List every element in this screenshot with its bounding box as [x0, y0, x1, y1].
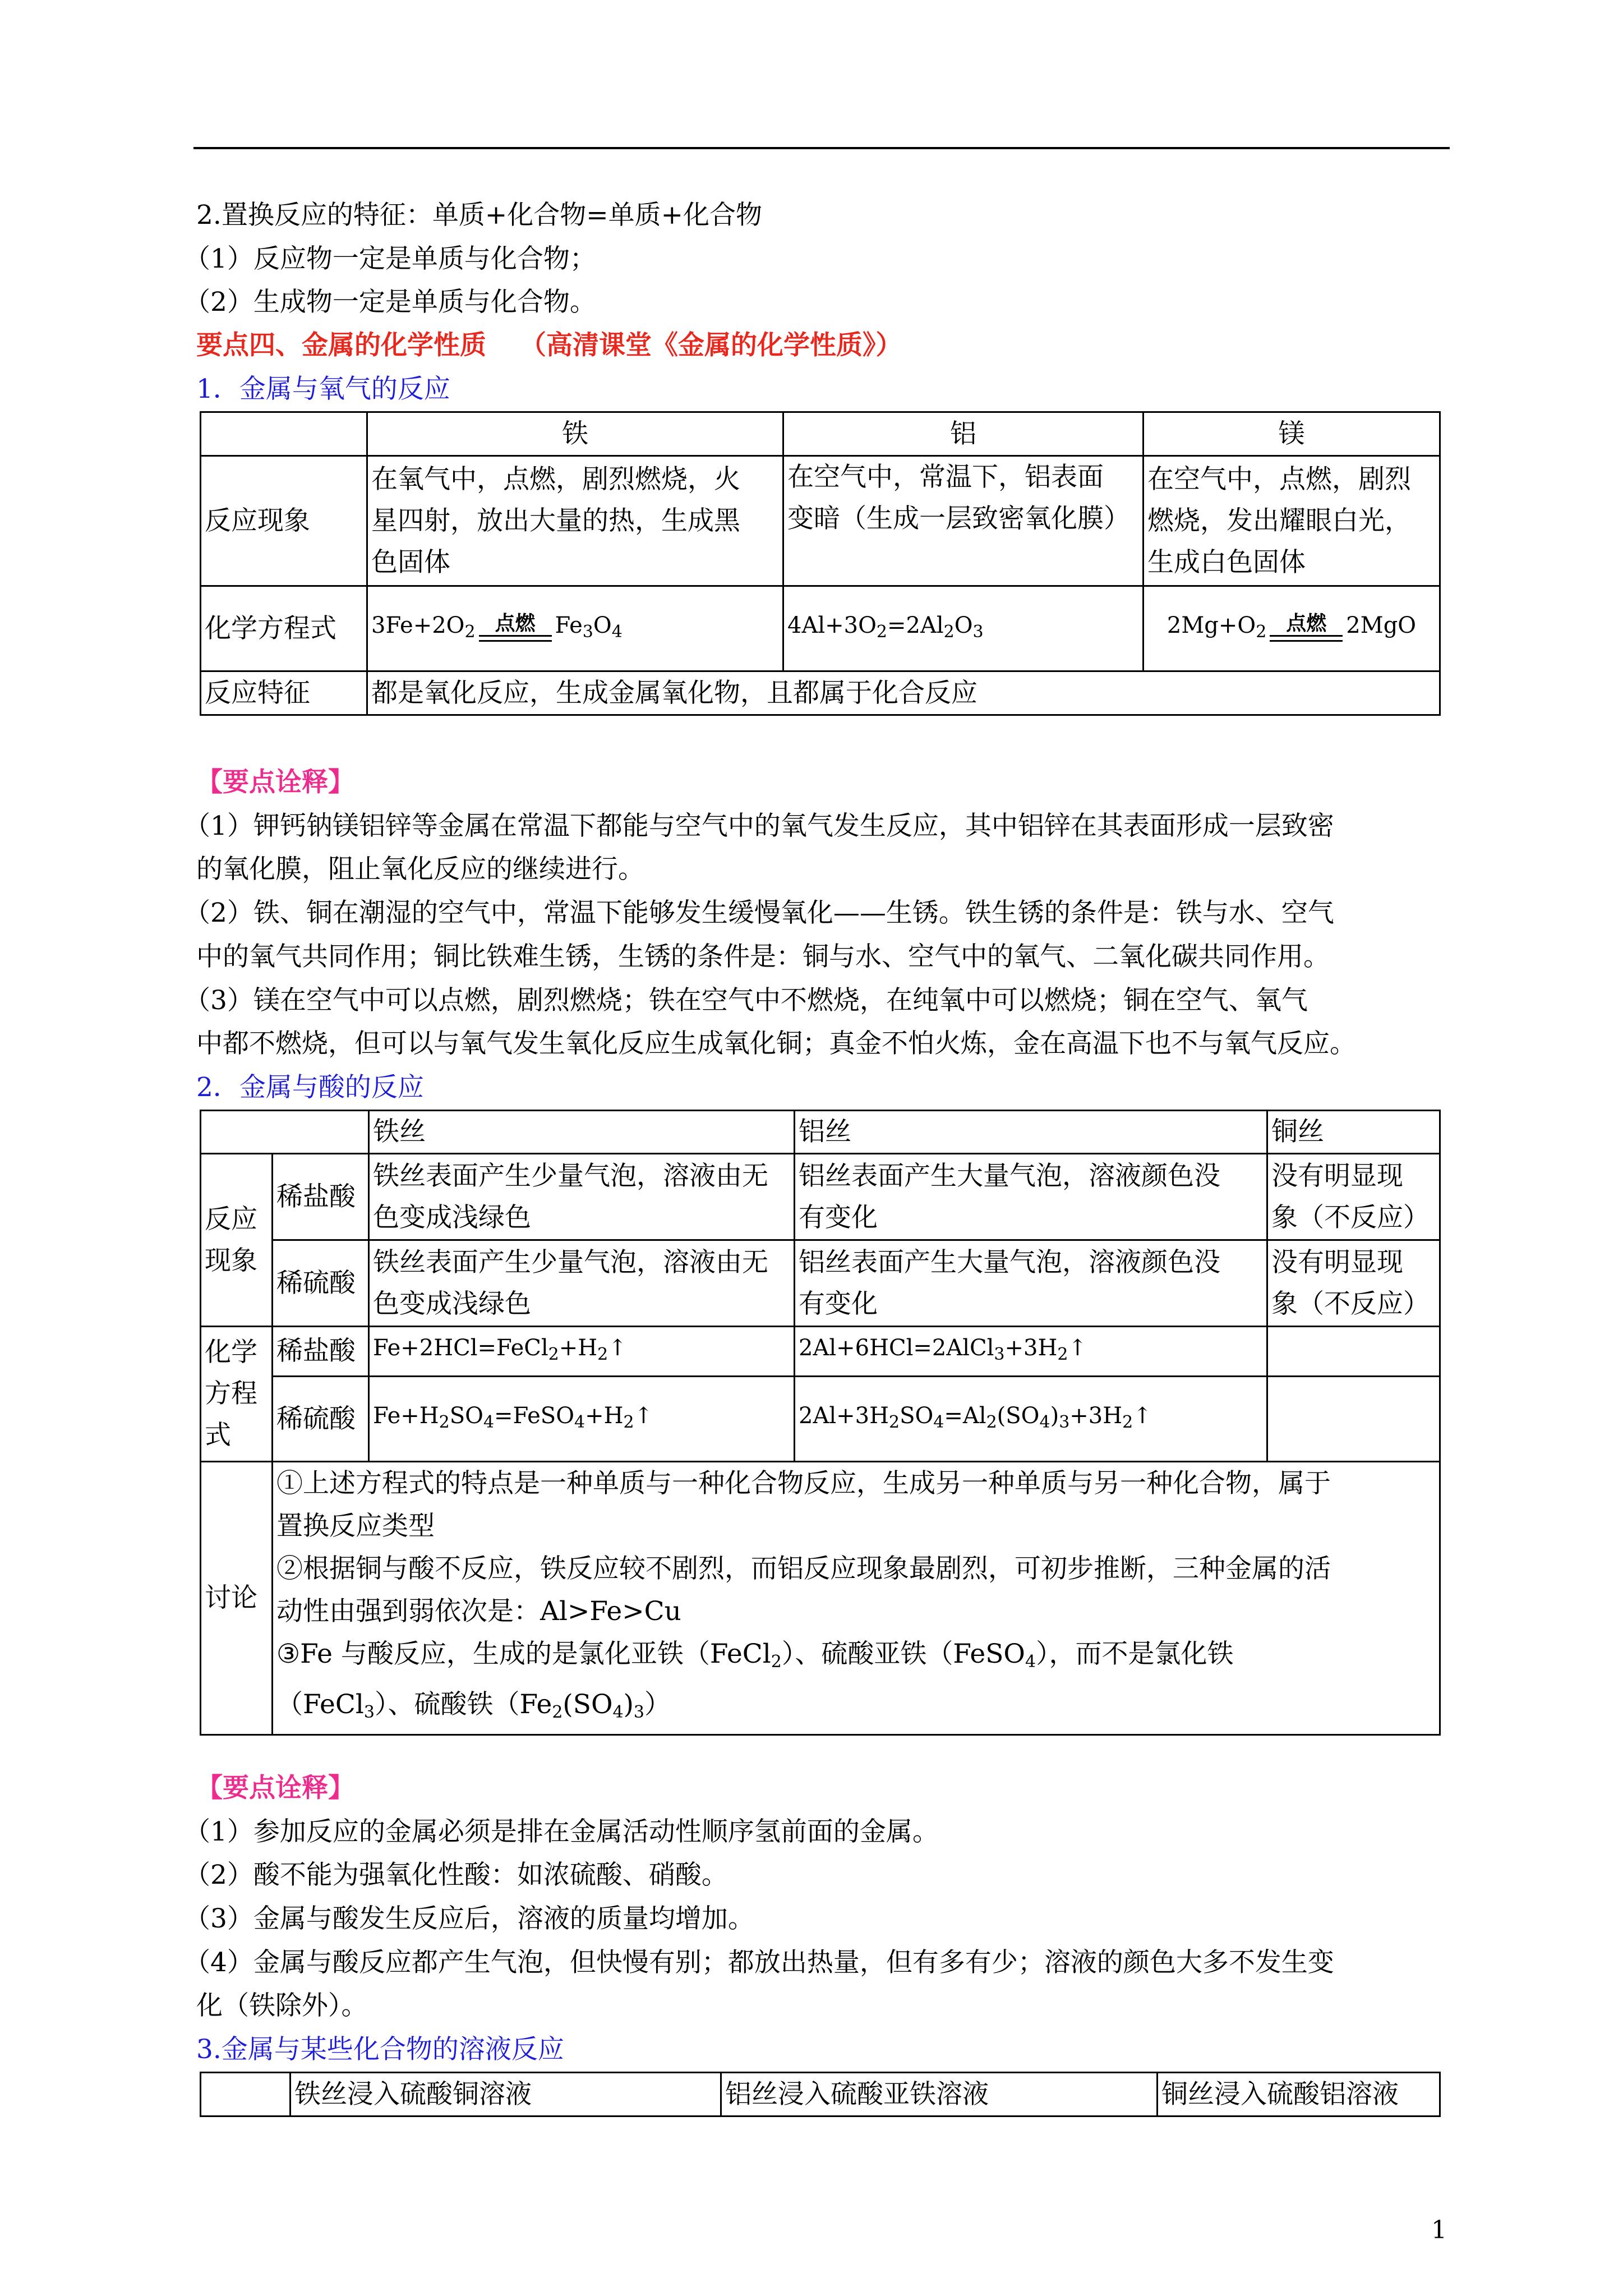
- fe-h2so4-obs: 铁丝表面产生少量气泡，溶液由无 色变成浅绿色: [369, 1240, 795, 1327]
- header-cu-al2so43: 铜丝浸入硫酸铝溶液: [1158, 2073, 1440, 2116]
- fe-phenomenon: 在氧气中，点燃，剧烈燃烧，火 星四射，放出大量的热，生成黑 色固体: [367, 456, 783, 586]
- fe-h2so4-equation: $Fe+H_2SO_4=FeSO_4+H_2↑$: [369, 1377, 795, 1462]
- note1-line: （3）镁在空气中可以点燃，剧烈燃烧；铁在空气中不燃烧，在纯氧中可以燃烧；铜在空气、氧气: [184, 985, 1308, 1016]
- note2-line: （2）酸不能为强氧化性酸：如浓硫酸、硝酸。: [184, 1860, 728, 1890]
- cu-hcl-equation: [1267, 1327, 1440, 1377]
- cu-h2so4-obs: 没有明显现 象（不反应）: [1267, 1240, 1440, 1327]
- acid-table: [200, 1110, 1441, 1736]
- mg-phenomenon: 在空气中，点燃，剧烈 燃烧，发出耀眼白光， 生成白色固体: [1144, 456, 1440, 586]
- header-rule: [193, 147, 1450, 149]
- sec4-link[interactable]: （高清课堂《金属的化学性质》）: [520, 330, 902, 361]
- mg-equation: $2Mg+O_2$ 点燃 2MgO: [1144, 586, 1440, 671]
- al-phenomenon: 在空气中，常温下，铝表面 变暗（生成一层致密氧化膜）: [783, 456, 1144, 586]
- empty-cell: [201, 412, 367, 456]
- acid-h2so4: 稀硫酸: [273, 1240, 369, 1327]
- al-h2so4-obs: 铝丝表面产生大量气泡，溶液颜色没 有变化: [795, 1240, 1267, 1327]
- fe-equation: $3Fe+2O_2$ 点燃 $Fe_3O_4$: [367, 586, 783, 671]
- acid-h2so4: 稀硫酸: [273, 1377, 369, 1462]
- part2-title: 2．金属与酸的反应: [196, 1072, 424, 1103]
- acid-hcl: 稀盐酸: [273, 1327, 369, 1377]
- note2-line: （4）金属与酸反应都产生气泡，但快慢有别；都放出热量，但有多有少；溶液的颜色大多不发生变: [184, 1947, 1334, 1978]
- sec4-heading-text: 要点四、金属的化学性质: [196, 330, 486, 361]
- note1-line: 中的氧气共同作用；铜比铁难生锈，生锈的条件是：铜与水、空气中的氧气、二氧化碳共同作用。: [196, 941, 1330, 972]
- note2-line: 化（铁除外）。: [196, 1990, 368, 2021]
- header-al-feso4: 铝丝浸入硫酸亚铁溶液: [721, 2073, 1158, 2116]
- row-label-equation: 化学方程式: [201, 586, 367, 671]
- header-al-wire: 铝丝: [795, 1111, 1267, 1154]
- header-al: 铝: [783, 412, 1144, 456]
- sec4-heading: [196, 324, 902, 367]
- note1-line: 的氧化膜，阻止氧化反应的继续进行。: [196, 854, 644, 885]
- note2-title: 【要点诠释】: [196, 1773, 354, 1803]
- discuss-text: ①上述方程式的特点是一种单质与一种化合物反应，生成另一种单质与另一种化合物，属于 置换反应类型 ②根据铜与酸不反应，铁反应较不剧烈，而铝反应现象最剧烈，可初步推断，三种金属的活 动性由强到弱依次是：Al>Fe>Cu ③Fe 与酸反应，生成的是氯化亚铁（FeCl$_2$）、硫酸亚铁（FeSO$_4$），而不是氯化铁 （FeCl$_3$）、硫酸铁$(Fe_2(SO_4)_3)$: [273, 1462, 1440, 1735]
- note1-line: （1）钾钙钠镁铝锌等金属在常温下都能与空气中的氧气发生反应，其中铝锌在其表面形成一层致密: [184, 811, 1334, 841]
- al-equation: $4Al+3O_2=2Al_2O_3$: [783, 586, 1144, 671]
- note1-line: （2）铁、铜在潮湿的空气中，常温下能够发生缓慢氧化——生锈。铁生锈的条件是：铁与水、空气: [184, 898, 1334, 928]
- sec2-p1: （1）反应物一定是单质与化合物；: [184, 243, 596, 274]
- cu-h2so4-equation: [1267, 1377, 1440, 1462]
- al-h2so4-equation: $2Al+3H_2SO_4=Al_2(SO_4)_3+3H_2↑$: [795, 1377, 1267, 1462]
- page-number: 1: [1431, 2216, 1447, 2244]
- empty-cell: [201, 1111, 369, 1154]
- fe-hcl-equation: $Fe+2HCl=FeCl_2+H_2↑$: [369, 1327, 795, 1377]
- row-label-feature: 反应特征: [201, 671, 367, 715]
- cu-hcl-obs: 没有明显现 象（不反应）: [1267, 1154, 1440, 1240]
- group-label-phenomenon: 反应 现象: [201, 1154, 273, 1327]
- header-fe-cuso4: 铁丝浸入硫酸铜溶液: [291, 2073, 721, 2116]
- discuss-label: 讨论: [201, 1462, 273, 1735]
- note1-line: 中都不燃烧，但可以与氧气发生氧化反应生成氧化铜；真金不怕火炼，金在高温下也不与氧气反应。: [196, 1028, 1356, 1059]
- sec2-p2: （2）生成物一定是单质与化合物。: [184, 287, 596, 318]
- acid-hcl: 稀盐酸: [273, 1154, 369, 1240]
- feature-text: 都是氧化反应，生成金属氧化物，且都属于化合反应: [367, 671, 1440, 715]
- header-cu-wire: 铜丝: [1267, 1111, 1440, 1154]
- part3-title: 3.金属与某些化合物的溶液反应: [196, 2034, 564, 2065]
- sec2-title: 2.置换反应的特征：单质+化合物=单质+化合物: [196, 200, 762, 231]
- group-label-equation: 化学 方程 式: [201, 1327, 273, 1462]
- empty-cell: [201, 2073, 291, 2116]
- oxygen-table: [200, 411, 1441, 716]
- note1-title: 【要点诠释】: [196, 767, 354, 798]
- note2-line: （1）参加反应的金属必须是排在金属活动性顺序氢前面的金属。: [184, 1816, 939, 1847]
- row-label-phenomenon: 反应现象: [201, 456, 367, 586]
- al-hcl-equation: $2Al+6HCl=2AlCl_3+3H_2↑$: [795, 1327, 1267, 1377]
- solution-table: [200, 2072, 1441, 2117]
- header-fe-wire: 铁丝: [369, 1111, 795, 1154]
- part1-title: 1．金属与氧气的反应: [196, 374, 450, 404]
- al-hcl-obs: 铝丝表面产生大量气泡，溶液颜色没 有变化: [795, 1154, 1267, 1240]
- header-fe: 铁: [367, 412, 783, 456]
- header-mg: 镁: [1144, 412, 1440, 456]
- note2-line: （3）金属与酸发生反应后，溶液的质量均增加。: [184, 1903, 754, 1934]
- fe-hcl-obs: 铁丝表面产生少量气泡，溶液由无 色变成浅绿色: [369, 1154, 795, 1240]
